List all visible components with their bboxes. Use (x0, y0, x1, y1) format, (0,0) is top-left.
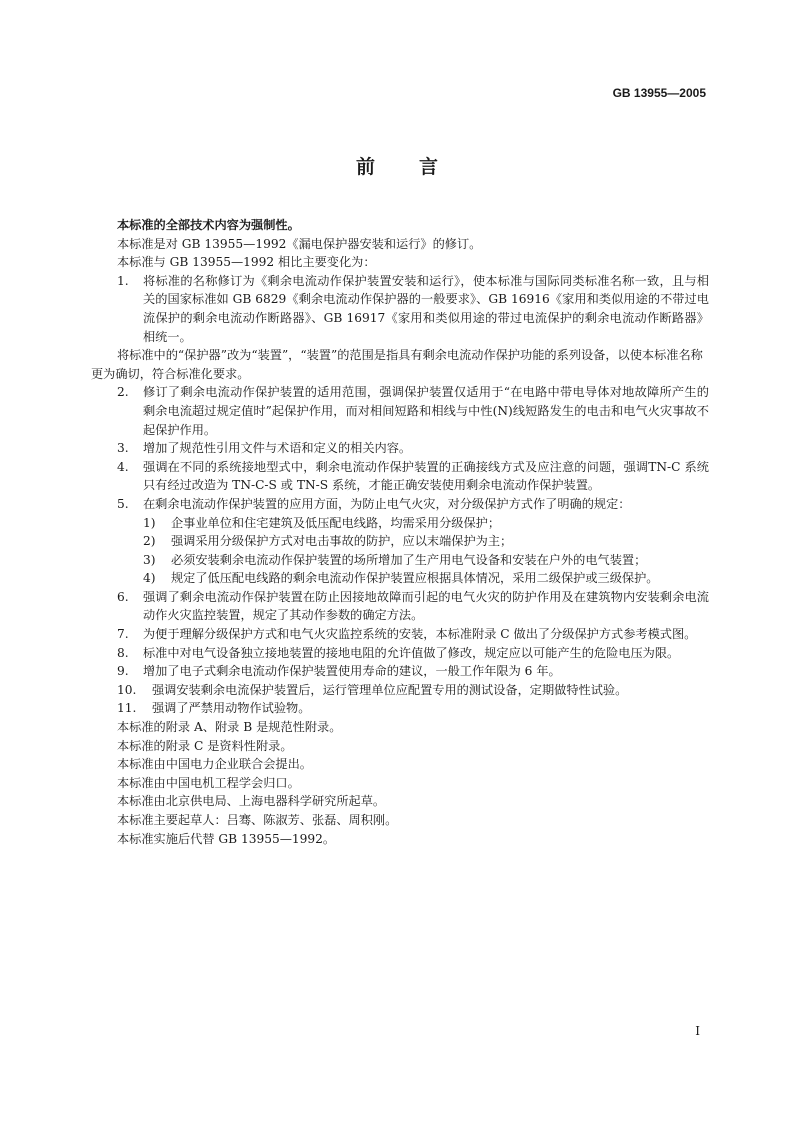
list-item (91, 588, 709, 625)
closing-line: 本标准实施后代替 GB 13955—1992。 (117, 831, 336, 846)
list-item-text: 标准中对电气设备独立接地装置的接地电阻的允许值做了修改，规定应以可能产生的危险电压为限。 (143, 645, 680, 660)
list-item-number: 3. (117, 441, 129, 456)
list-item-text: 强调了剩余电流动作保护装置在防止因接地故障而引起的电气火灾的防护作用及在建筑物内安装剩余电流动作火灾监控装置，规定了其动作参数的确定方法。 (143, 589, 709, 623)
closing-line: 本标准主要起草人：吕骞、陈淑芳、张磊、周积刚。 (117, 813, 398, 827)
closing-line: 本标准由中国电机工程学会归口。 (117, 775, 300, 790)
sub-list-item-number: 4) (143, 571, 156, 586)
list-item-number: 2. (117, 385, 129, 400)
list-item (91, 681, 709, 700)
revision-statement: 本标准是对 GB 13955—1992《漏电保护器安装和运行》的修订。 (117, 236, 482, 251)
closing-line: 本标准的附录 C 是资料性附录。 (117, 738, 293, 753)
list-item-number: 7. (117, 627, 129, 642)
mandatory-statement: 本标准的全部技术内容为强制性。 (117, 218, 300, 232)
list-item-text: 增加了电子式剩余电流动作保护装置使用寿命的建议，一般工作年限为 6 年。 (143, 664, 561, 679)
list-item-number: 9. (117, 664, 129, 679)
sub-list-item-text: 强调采用分级保护方式对电击事故的防护，应以末端保护为主； (171, 534, 513, 549)
sub-list-item (91, 569, 709, 588)
closing-line: 本标准的附录 A、附录 B 是规范性附录。 (117, 720, 342, 735)
list-item-text: 为便于理解分级保护方式和电气火灾监控系统的安装，本标准附录 C 做出了分级保护方式参考模式图。 (143, 627, 697, 642)
list-item (91, 644, 709, 663)
list-item (91, 439, 709, 458)
sub-list-item-text: 企事业单位和住宅建筑及低压配电线路，均需采用分级保护； (171, 515, 501, 530)
sub-list-item-text: 必须安装剩余电流动作保护装置的场所增加了生产用电气设备和安装在户外的电气装置； (171, 552, 647, 567)
closing-line: 本标准由中国电力企业联合会提出。 (117, 757, 312, 772)
list-item-number: 6. (117, 589, 129, 604)
sub-list-item-text: 规定了低压配电线路的剩余电流动作保护装置应根据具体情况，采用二级保护或三级保护。 (171, 571, 659, 586)
list-item (91, 495, 709, 514)
list-item (91, 272, 709, 346)
list-item-text: 强调安装剩余电流保护装置后，运行管理单位应配置专用的测试设备，定期做特性试验。 (152, 682, 628, 697)
list-item-text: 强调了严禁用动物作试验物。 (152, 701, 311, 716)
sub-list-item-number: 1) (143, 515, 156, 530)
closing-line: 本标准由北京供电局、上海电器科学研究所起草。 (117, 794, 386, 809)
list-item-number: 10. (117, 682, 137, 697)
list-item (91, 383, 709, 439)
list-item (91, 625, 709, 644)
page-number: I (695, 1024, 700, 1038)
list-item-number: 11. (117, 701, 137, 716)
standard-number: GB 13955—2005 (612, 86, 706, 100)
list-item-text: 修订了剩余电流动作保护装置的适用范围，强调保护装置仅适用于“在电路中带电导体对地故障所产生的剩余电流超过规定值时”起保护作用，而对相间短路和相线与中性(N)线短路发生的电击和电气火灾事故不起保护作用。 (143, 385, 709, 437)
changes-intro: 本标准与 GB 13955—1992 相比主要变化为： (117, 255, 376, 270)
list-item (91, 662, 709, 681)
list-item-number: 4. (117, 459, 129, 474)
page-title: 前言 (355, 156, 482, 178)
sub-list-item (91, 551, 709, 570)
item-note: 将标准中的“保护器”改为“装置”，“装置”的范围是指具有剩余电流动作保护功能的系列设备，以使本标准名称更为确切，符合标准化要求。 (91, 348, 703, 381)
sub-list-item (91, 532, 709, 551)
sub-list-item (91, 514, 709, 533)
list-item-number: 1. (117, 273, 129, 288)
list-item-text: 在剩余电流动作保护装置的应用方面，为防止电气火灾，对分级保护方式作了明确的规定： (143, 496, 631, 511)
list-item-number: 8. (117, 645, 129, 660)
document-body (91, 216, 709, 848)
list-item-text: 将标准的名称修订为《剩余电流动作保护装置安装和运行》，使本标准与国际同类标准名称一致，且与相关的国家标准如 GB 6829《剩余电流动作保护器的一般要求》、GB 16916《家用和类似用途的不带过电流保护的剩余电流动作断路器》、GB 16917《家用和类似用途的带过电流保护的剩余电流动作断路器》相统一。 (143, 273, 709, 344)
sub-list-item-number: 2) (143, 534, 156, 549)
list-item (91, 699, 709, 718)
list-item-text: 强调在不同的系统接地型式中，剩余电流动作保护装置的正确接线方式及应注意的问题，强调TN-C 系统只有经过改造为 TN-C-S 或 TN-S 系统，才能正确安装使用剩余电流动作保护装置。 (143, 459, 709, 493)
sub-list-item-number: 3) (143, 552, 156, 567)
list-item (91, 458, 709, 495)
list-item-text: 增加了规范性引用文件与术语和定义的相关内容。 (143, 441, 412, 456)
list-item-number: 5. (117, 496, 129, 511)
